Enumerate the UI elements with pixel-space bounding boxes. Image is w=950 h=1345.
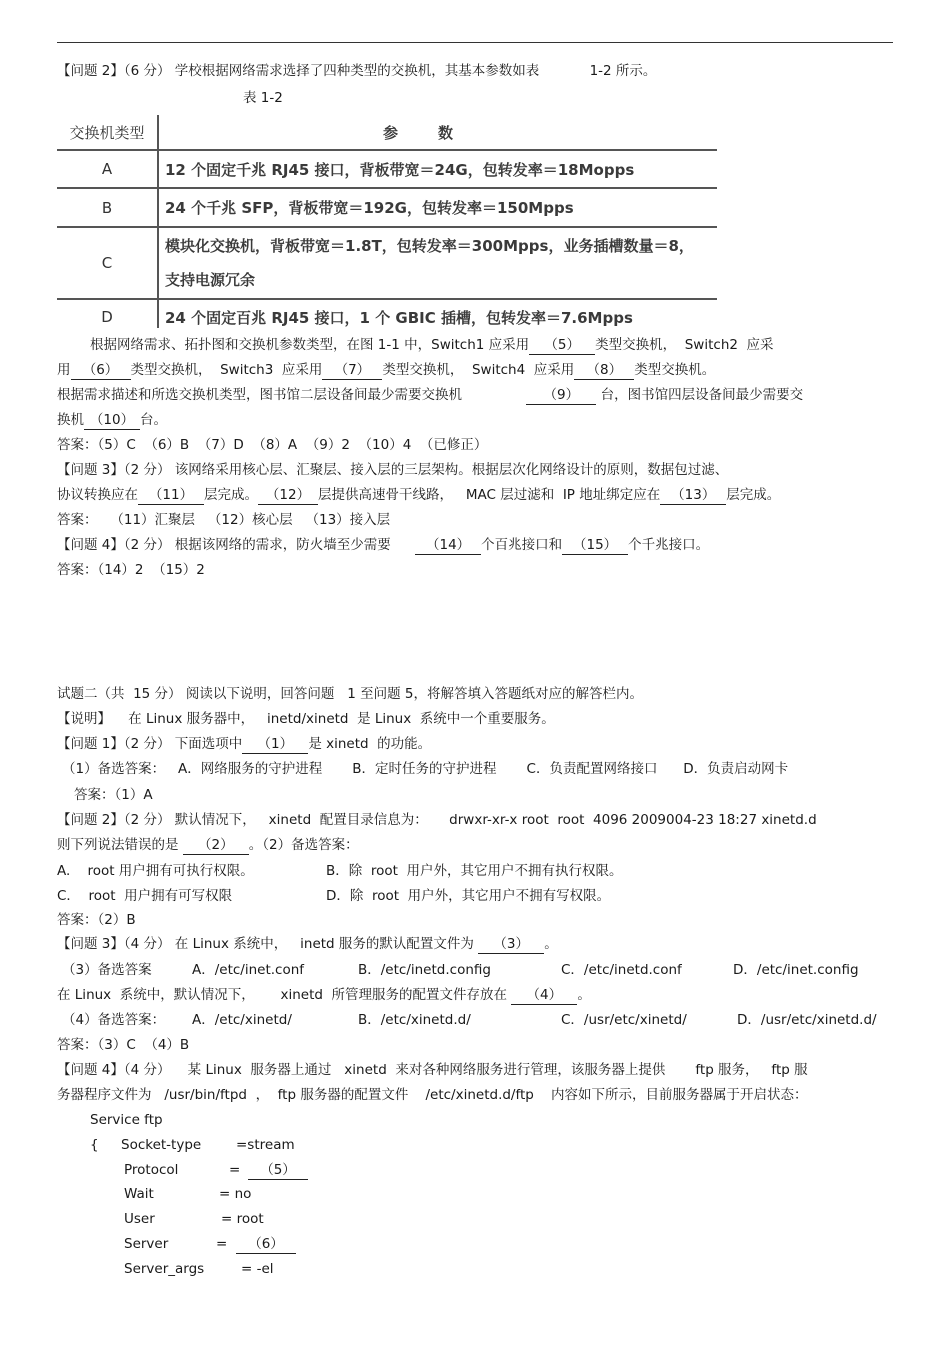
code-server-blank — [236, 1235, 296, 1254]
blank-code-6[interactable]: （6） — [236, 1235, 296, 1254]
t2-q1-options: （1）备选答案： A．网络服务的守护进程 B．定时任务的守护进程 C．负责配置网络接口 D．负责启动网卡 — [62, 761, 789, 777]
table-header-type: 交换机类型 — [57, 115, 158, 150]
blank-2[interactable]: （2） — [183, 836, 249, 855]
t2-q2: 【问题 2】（2 分） 默认情况下， xinetd 配置目录信息为： drwxr-xr-x root root 4096 2009004-23 18:27 xinetd.d — [57, 812, 817, 828]
blank-4[interactable]: （4） — [511, 986, 577, 1005]
para-switch-4: 换机 （10） 台。 — [57, 412, 167, 428]
table-header-params: 参数 — [158, 115, 717, 150]
t2-q3: 【问题 3】（4 分） 在 Linux 系统中， inetd 服务的默认配置文件为 （3） 。 — [57, 936, 558, 952]
code-service: Service ftp — [90, 1112, 163, 1128]
t2-q1: 【问题 1】（2 分） 下面选项中 （1） 是 xinetd 的功能。 — [57, 736, 432, 752]
t2-q4-option-b: B．/etc/xinetd.d/ — [358, 1012, 471, 1028]
code-brace: { — [90, 1137, 99, 1153]
table-caption: 表 1-2 — [243, 90, 283, 106]
blank-7[interactable]: （7） — [322, 361, 382, 380]
top-rule — [57, 42, 893, 43]
t2-q4-option-d: D．/usr/etc/xinetd.d/ — [737, 1012, 877, 1028]
q4-title: 【问题 4】（2 分） 根据该网络的需求，防火墙至少需要 （14） 个百兆接口和 （15） 个千兆接口。 — [57, 537, 710, 553]
t2-q3-option-b: B．/etc/inetd.config — [358, 962, 491, 978]
t2-q2-option-a: A. root 用户拥有可执行权限。 — [57, 863, 254, 879]
answer-q2: 答案：（5）C （6）B （7）D （8）A （9）2 （10）4 （已修正） — [57, 437, 488, 453]
blank-9[interactable]: （9） — [526, 386, 596, 405]
code-protocol-key: Protocol — [124, 1162, 179, 1178]
blank-3[interactable]: （3） — [478, 935, 544, 954]
blank-13[interactable]: （13） — [660, 486, 726, 505]
answer-q3: 答案： （11）汇聚层 （12）核心层 （13）接入层 — [57, 512, 391, 528]
table-cell-type: B — [57, 188, 158, 227]
code-args-val: = -el — [241, 1261, 274, 1277]
blank-6[interactable]: （6） — [71, 361, 131, 380]
t2-q2-body: 则下列说法错误的是 （2） 。（2）备选答案： — [57, 837, 359, 853]
t2-q4-body: 务器程序文件为 /usr/bin/ftpd ， ftp 服务器的配置文件 /etc/xinetd.d/ftp 内容如下所示，目前服务器属于开启状态： — [57, 1087, 808, 1103]
table-cell-params: 模块化交换机，背板带宽＝1.8T，包转发率＝300Mpps，业务插槽数量＝8， 支持电源冗余 — [158, 227, 717, 299]
blank-12[interactable]: （12） — [258, 486, 318, 505]
t2-q3-options-label: （3）备选答案 — [62, 962, 152, 978]
code-args-key: Server_args — [124, 1261, 205, 1277]
code-protocol-blank — [248, 1161, 308, 1180]
table-cell-type: C — [57, 227, 158, 299]
para-switch-3: 根据需求描述和所选交换机类型，图书馆二层设备间最少需要交换机 （9） 台，图书馆四层设备间最少需要交 — [57, 387, 804, 403]
blank-15[interactable]: （15） — [562, 536, 628, 555]
blank-5[interactable]: （5） — [529, 336, 595, 355]
t2-q3-option-c: C．/etc/inetd.conf — [561, 962, 682, 978]
para-switch-1: 根据网络需求、拓扑图和交换机参数类型，在图 1-1 中，Switch1 应采用 （5） 类型交换机， Switch2 应采 — [90, 337, 774, 353]
table-cell-params: 24 个千兆 SFP，背板带宽＝192G，包转发率＝150Mpps — [158, 188, 717, 227]
blank-11[interactable]: （11） — [138, 486, 204, 505]
t2-note: 【说明】 在 Linux 服务器中， inetd/xinetd 是 Linux 系统中一个重要服务。 — [57, 711, 555, 727]
t2-q1-answer: 答案：（1）A — [74, 787, 153, 803]
blank-8[interactable]: （8） — [574, 361, 634, 380]
t2-q34-answer: 答案：（3）C （4）B — [57, 1037, 190, 1053]
t2-q4-option-a: A．/etc/xinetd/ — [192, 1012, 292, 1028]
blank-10[interactable]: （10） — [84, 411, 140, 430]
blank-1[interactable]: （1） — [242, 735, 308, 754]
switch-table — [57, 115, 717, 328]
code-protocol-eq: = — [229, 1162, 241, 1178]
q3-body: 协议转换应在 （11） 层完成。 （12） 层提供高速骨干线路， MAC 层过滤和 IP 地址绑定应在 （13） 层完成。 — [57, 487, 781, 503]
para-switch-2: 用 （6） 类型交换机， Switch3 应采用 （7） 类型交换机， Switch4 应采用 （8） 类型交换机。 — [57, 362, 716, 378]
table-cell-type: A — [57, 150, 158, 188]
t2-q2-option-d: D．除 root 用户外，其它用户不拥有写权限。 — [326, 888, 611, 904]
code-socket-val: =stream — [236, 1137, 295, 1153]
table-cell-params: 24 个固定百兆 RJ45 接口，1 个 GBIC 插槽，包转发率＝7.6Mpps — [165, 308, 633, 327]
code-socket-key: Socket-type — [121, 1137, 202, 1153]
t2-q2-answer: 答案：（2）B — [57, 912, 136, 928]
code-user-val: = root — [221, 1211, 264, 1227]
code-user-key: User — [124, 1211, 155, 1227]
table-cell-type: D — [57, 299, 158, 328]
t2-title: 试题二（共 15 分） 阅读以下说明，回答问题 1 至问题 5，将解答填入答题纸对应的解答栏内。 — [57, 686, 643, 702]
t2-q3-option-a: A．/etc/inet.conf — [192, 962, 305, 978]
blank-code-5[interactable]: （5） — [248, 1161, 308, 1180]
q3-title: 【问题 3】（2 分） 该网络采用核心层、汇聚层、接入层的三层架构。根据层次化网络设计的原则，数据包过滤、 — [57, 462, 729, 478]
code-wait-val: = no — [219, 1186, 252, 1202]
answer-q4: 答案：（14）2 （15）2 — [57, 562, 205, 578]
table-cell-params: 12 个固定千兆 RJ45 接口，背板带宽＝24G，包转发率＝18Mopps — [158, 150, 717, 188]
t2-q4-option-c: C．/usr/etc/xinetd/ — [561, 1012, 687, 1028]
t2-q2-option-c: C． root 用户拥有可写权限 — [57, 888, 233, 904]
q2-title: 【问题 2】（6 分） 学校根据网络需求选择了四种类型的交换机，其基本参数如表 1-2 所示。 — [57, 63, 657, 79]
t2-q2-option-b: B．除 root 用户外，其它用户不拥有执行权限。 — [326, 863, 623, 879]
blank-14[interactable]: （14） — [415, 536, 481, 555]
t2-q3-body: 在 Linux 系统中，默认情况下， xinetd 所管理服务的配置文件存放在 （4） 。 — [57, 987, 591, 1003]
t2-q4-title: 【问题 4】（4 分） 某 Linux 服务器上通过 xinetd 来对各种网络服务进行管理，该服务器上提供 ftp 服务， ftp 服 — [57, 1062, 808, 1078]
code-server-key: Server — [124, 1236, 169, 1252]
code-wait-key: Wait — [124, 1186, 154, 1202]
code-server-eq: = — [216, 1236, 228, 1252]
t2-q3-option-d: D．/etc/inet.config — [733, 962, 859, 978]
t2-q4-options-label: （4）备选答案： — [62, 1012, 166, 1028]
